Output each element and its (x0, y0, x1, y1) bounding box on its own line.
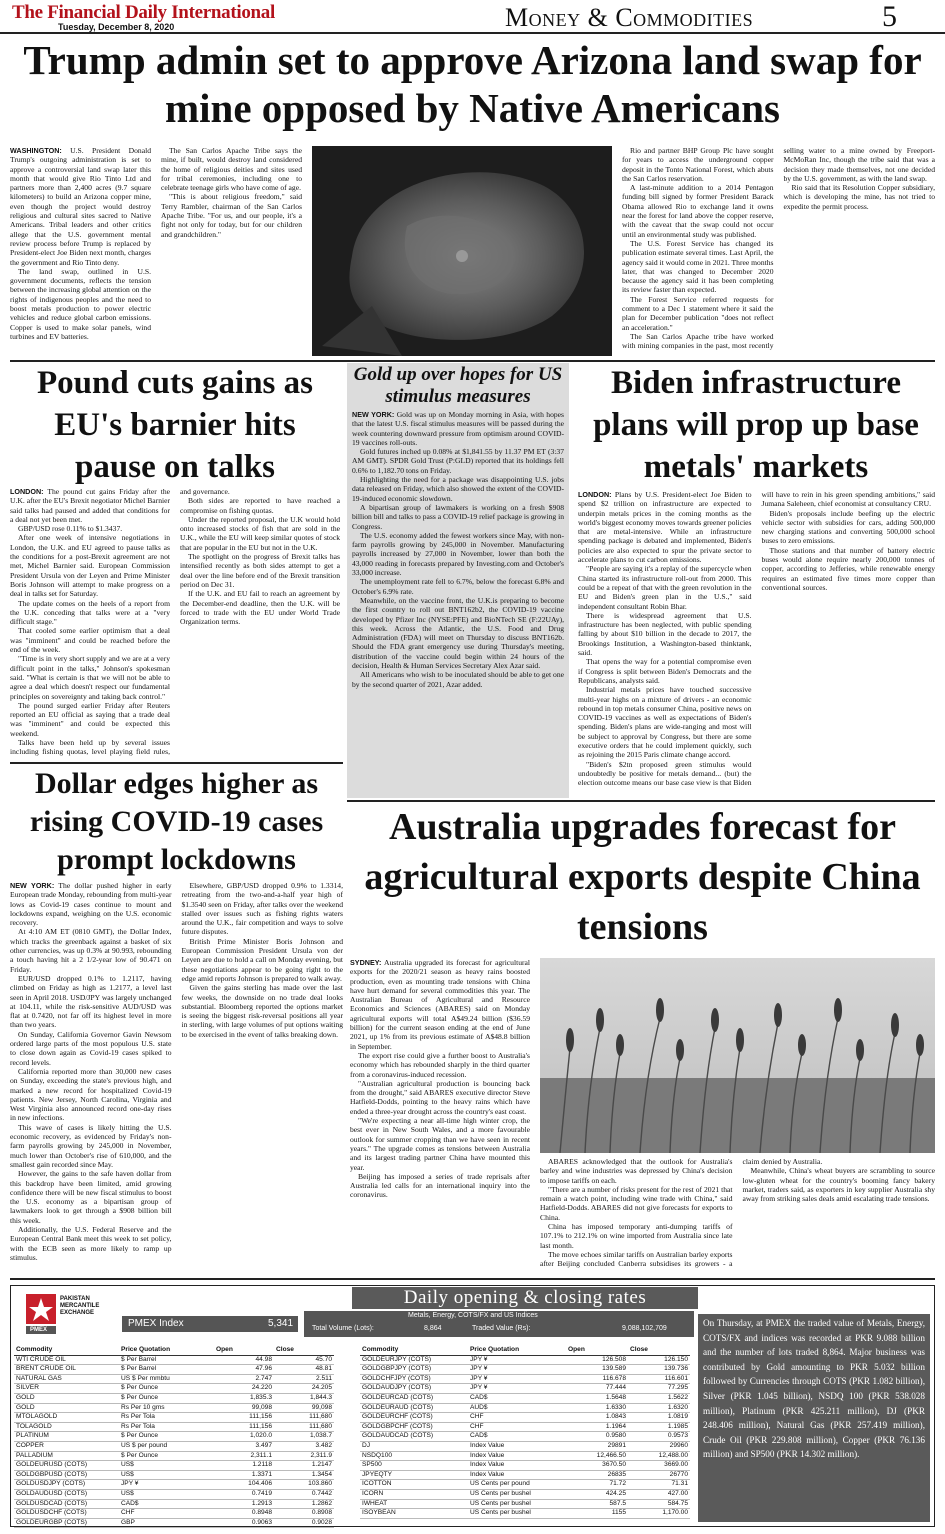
table-row (14, 1518, 334, 1528)
cell-open: 71.72 (566, 1480, 628, 1490)
cell-close: 24.205 (274, 1384, 334, 1394)
cell-price-quotation: CAD$ (468, 1393, 566, 1403)
cell-close: 0.8908 (274, 1509, 334, 1519)
table-row (360, 1422, 690, 1432)
cell-close: 1,844.3 (274, 1393, 334, 1403)
dateline: NEW YORK: (10, 881, 55, 890)
dateline: SYDNEY: (350, 958, 382, 967)
metals-label: Metals, Energy, COTS/FX and US Indices (408, 1312, 538, 1319)
col-price-quotation: Price Quotation (119, 1346, 214, 1355)
table-row (360, 1509, 690, 1519)
cell-close: 0.7442 (274, 1489, 334, 1499)
table-row (360, 1432, 690, 1442)
cell-close: 1.1985 (628, 1422, 690, 1432)
pmex-index-label: PMEX Index (128, 1318, 184, 1329)
cell-open: 424.25 (566, 1489, 628, 1499)
cell-commodity: GOLD (14, 1393, 119, 1403)
article-pound: LONDON: The pound cut gains Friday after the U.K. after the EU's Brexit negotiator Michel Barnier said talks had paused and added that conditions for a deal not yet been met. GBP/USD rose 0.11% to $1.3437. After one week of intensive negotiations in London, the U.K. and EU agreed to pause talks as the conditions for a post-Brexit agreement are not met, Michel Barnier said. European Commission President Ursula von der Leyen and Prime Minister Boris Johnson will attempt to make progress on a deal in talks set for Saturday. The update comes on the heels of a report from the U.K. conceding that talks were at a "very difficult stage." That cooled some earlier optimism that a deal was "imminent" and could be reached before the end of the week. "Time is in very short supply and we are at a very difficult point in the talks," Johnson's spokesman said. "What is certain is that we will not be able to agree a deal which doesn't respect our fundamental principles on sovereignty and taking back control." The pound surged earlier Friday after Reuters reported an EU official as saying that a trade deal was "imminent" and could be expected this weekend. Talks have been held up by several issues including fishing quotas, level playing field rules, and governance. Both sides are reported to have reached a compromise on fishing quotas. Under the reported proposal, the U.K would hold onto increased stocks of fish that are sold in the U.K., while the EU will keep similar quotes of stock that are popular in the EU but not in the U.K. The spotlight on the progress of Brexit talks has intensified recently as both sides attempt to get a deal over the line before end of the Brexit transition period on Dec 31. If the U.K. and EU fail to reach an agreement by the December-end deadline, then the U.K. will be forced to trade with the EU under World Trade Organization terms. (10, 487, 340, 757)
table-row (14, 1374, 334, 1384)
cell-commodity: GOLDGBPJPY (COTS) (360, 1365, 468, 1375)
table-row (360, 1365, 690, 1375)
table-row (360, 1413, 690, 1423)
cell-commodity: GOLDEURCHF (COTS) (360, 1413, 468, 1423)
headline-gold: Gold up over hopes for US stimulus measures (353, 364, 563, 407)
cell-price-quotation: $ Per Barrel (119, 1355, 214, 1365)
cell-commodity: GOLDEURCAD (COTS) (360, 1393, 468, 1403)
cell-open: 77.444 (566, 1384, 628, 1394)
total-volume-label: Total Volume (Lots): (312, 1325, 374, 1332)
cell-price-quotation: Rs Per 10 gms (119, 1403, 214, 1413)
cell-commodity: GOLDEURUSD (COTS) (14, 1461, 119, 1471)
cell-close: 1.6320 (628, 1403, 690, 1413)
article-arizona-right: Rio and partner BHP Group Plc have sought for years to access the underground copper deposit in the Tonto National Forest, which abuts the San Carlos reservation. A last-minute addition to a 2014 Pentagon funding bill signed by former President Barack Obama allowed Rio to exchange land it owns near the forest for land above the copper reserve, with the caveat that the swap could not occur until an environmental study was published. The U.S. Forest Service has changed its publication estimate several times. Last April, the agency said it would come in 2021. Three months later, that was changed to December 2020 because the agency said it has been completing its review faster than expected. The Forest Service referred requests for comment to a Dec 1 statement where it said the plan for December publication "does not reflect an acceleration." The San Carlos Apache tribe have worked with mining companies in the past, most recently selling water to a mine owned by Freeport-McMoRan Inc, though the tribe said that was a decision they made themselves, not one decided by the U.S. government, as with the land swap. Rio said that its Resolution Copper subsidiary, which is developing the mine, has not tried to expedite the permit process. (622, 146, 935, 351)
cell-close: 1.2862 (274, 1499, 334, 1509)
cell-commodity: ISOYBEAN (360, 1509, 468, 1519)
cell-commodity: GOLDCHFJPY (COTS) (360, 1374, 468, 1384)
cell-open: 2,311.1 (214, 1451, 274, 1461)
cell-commodity: GOLDGBPUSD (COTS) (14, 1470, 119, 1480)
cell-close: 0.9573 (628, 1432, 690, 1442)
cell-open: 116.678 (566, 1374, 628, 1384)
headline-australia: Australia upgrades forecast for agricultural exports despite China tensions (364, 806, 921, 948)
cell-close: 45.70 (274, 1355, 334, 1365)
cell-open: 0.9580 (566, 1432, 628, 1442)
table-row (360, 1461, 690, 1471)
cell-open: 44.98 (214, 1355, 274, 1365)
table-row (360, 1470, 690, 1480)
cell-close: 99,098 (274, 1403, 334, 1413)
cell-price-quotation: US $ per pound (119, 1441, 214, 1451)
article-arizona-left: WASHINGTON: U.S. President Donald Trump's outgoing administration is set to approve a controversial land swap later this month that would give Rio Tinto Ltd and partners more than 2,400 acres (9.7 square kilometers) to build an Arizona copper mine, even though the project would destroy religious and cultural sites sacred to Native Americans. Tribal leaders and other critics allege that the U.S. government mental review process before Trump is replaced by President-elect Joe Biden next month, charges the government and Rio Tinto deny. The land swap, outlined in U.S. government documents, reflects the tension between the increasing global attention on the rights of indigenous peoples and the need to boost metals production to power electric vehicles and reduce global carbon emissions. Copper is used to make solar panels, wind turbines and EV batteries. The San Carlos Apache Tribe says the mine, if built, would destroy land considered the home of religious deities and sites used for tribal ceremonies, including one to celebrate teenage girls who have come of age. "This is about religious freedom," said Terry Rambler, chairman of the San Carlos Apache Tribe. "For us, and our people, it's a fight not only for today, but for our children and grandchildren." (10, 146, 302, 341)
cell-open: 1.0843 (566, 1413, 628, 1423)
cell-close: 111,680 (274, 1422, 334, 1432)
cell-commodity: NATURAL GAS (14, 1374, 119, 1384)
cell-commodity: PLATINUM (14, 1432, 119, 1442)
table-row (14, 1432, 334, 1442)
cell-open: 29891 (566, 1441, 628, 1451)
cell-price-quotation: Index Value (468, 1441, 566, 1451)
cell-open: 12,466.50 (566, 1451, 628, 1461)
cell-commodity: GOLDEURJPY (COTS) (360, 1355, 468, 1365)
article-australia-right: ABARES acknowledged that the outlook for Australia's barley and wine industries was depressed by China's decision to impose tariffs on each. "There are a number of risks present for the rest of 2021 that remain a watch point, including wine trade with China," said Hatfield-Dodds. ABARES did not give forecasts for exports to China. China has imposed temporary anti-dumping tariffs of 107.1% to 212.1% on wine imported from Australia since late last month. The move echoes similar tariffs on Australian barley exports after Beijing concluded Canberra subsidises its growers - a claim denied by Australia. Meanwhile, China's wheat buyers are scrambling to source low-gluten wheat for the country's booming fancy bakery market, traders said, as exporters in key supplier Australia shy away from striking sales deals amid escalating trade tensions. (540, 1157, 935, 1269)
article-biden: LONDON: Plans by U.S. President-elect Joe Biden to spend $2 trillion on infrastructure are expected to underpin metals prices in the coming months as the world's biggest economy moves towards greener policies that are metal-intensive. While an infrastructure spending package is debated and implemented, Biden's policies are also expected to spur the private sector to accelerate plans to cut carbon emissions. "People are saying it's a replay of the supercycle when China started its infrastructure roll-out from 2000. This could be a repeat of that with the green revolution in the EU and Biden's green plan in the U.S.," said independent consultant Robin Bhar. There is widespread agreement that U.S. infrastructure has been neglected, with public spending falling by about $10 billion in the decade to 2017, the Brookings Institution, a Washington-based thinktank, said. That opens the way for a potential compromise even if Congress is split between Biden's Democrats and the Republicans, analysts said. Industrial metals prices have touched successive multi-year highs on a mixture of drivers - an economic rebound in top metals consumer China, positive news on COVID-19 vaccines as well as expectations of Biden's spending. Biden's plans are wide-ranging and most will be subject to approval by Congress, but there are some executive orders that he could implement quickly, such as rejoining the 2015 Paris climate change accord. "Biden's $2tn proposed green stimulus would undoubtedly be positive for metals demand... (but) the election outcome means our base case view is that Biden will have to rein in his green spending ambitions," said Jumana Saleheen, chief economist at consultancy CRU. Biden's proposals include beefing up the electric vehicle sector with subsidies for cars, adding 500,000 new charging stations and converting 500,000 school buses to zero emissions. Those stations and that number of battery electric buses would alone require nearly 200,000 tonnes of copper, according to Jefferies, while renewable energy requires an estimated five times more copper than conventional sources. (578, 490, 935, 788)
headline-arizona: Trump admin set to approve Arizona land swap for mine opposed by Native Americans (23, 37, 922, 131)
cell-price-quotation: Index Value (468, 1451, 566, 1461)
article-dollar: NEW YORK: The dollar pushed higher in early European trade Monday, rebounding from multi-year lows as Covid-19 cases continue to mount and lockdowns expand, weighing on the U.S. economic recovery. At 4:10 AM ET (0810 GMT), the Dollar Index, which tracks the greenback against a basket of six other currencies, was up 0.3% at 90.993, rebounding a touch having hit a 2 1/2-year low of 90.471 on Friday. EUR/USD dropped 0.1% to 1.2117, having climbed on Friday as high as 1.2177, a level last seen in April 2018. USD/JPY was largely unchanged at 104.11, while the risk-sensitive AUD/USD was flat at 0.7420, not far off its highest level in more than two years. On Sunday, California Governor Gavin Newsom ordered large parts of the most populous U.S. state to close down again as Covid-19 cases spiked to record levels. California reported more than 30,000 new cases on Sunday, exceeding the state's previous high, and marked a new record for hospitalized Covid-19 patients. New Jersey, North Carolina, Virginia and West Virginia also announced record one-day rises in new infections. This wave of cases is likely hitting the U.S. economic recovery, as evidenced by Friday's non-farm payrolls growing by 245,000 in November, much lower than October's rise of 610,000, and the smallest gain recorded since May. However, the gains to the safe haven dollar from this backdrop have been limited, amid growing confidence there will be new fiscal stimulus to boost the U.S. economy as a bipartisan group of lawmakers look to get through a $908 billion bill this week. Additionally, the U.S. Federal Reserve and the European Central Bank meet this week to set policy, with the ECB seen as more likely to ramp up stimulus. Elsewhere, GBP/USD dropped 0.9% to 1.3314, retreating from the two-and-a-half year high of $1.3540 seen on Friday, after talks over the weekend stalled over issues such as fishing rights waters around the U.K., fair competition and ways to solve future disputes. British Prime Minister Boris Johnson and European Commission President Ursula von der Leyen are due to hold a call on Monday evening, but these negotiations appear to be going right to the edge amid reports Johnson is prepared to walk away. Given the gains sterling has made over the last few weeks, the downside on no trade deal looks substantial. Bloomberg reported the options market is seeing the biggest risk-reversal positions all year in sterling, with large volumes of put options waiting to be exercised in the event of talks breaking down. (10, 881, 343, 1262)
logo-text: PAKISTAN MERCANTILE EXCHANGE (60, 1296, 100, 1316)
cell-close: 1,038.7 (274, 1432, 334, 1442)
cell-open: 104.406 (214, 1480, 274, 1490)
page-number: 5 (882, 0, 897, 33)
cell-commodity: IWHEAT (360, 1499, 468, 1509)
cell-price-quotation: CAD$ (468, 1432, 566, 1442)
table-row (14, 1403, 334, 1413)
cell-close: 12,488.00 (628, 1451, 690, 1461)
cell-close: 1.2147 (274, 1461, 334, 1471)
cell-commodity: GOLDAUDJPY (COTS) (360, 1384, 468, 1394)
cell-close: 3669.00 (628, 1461, 690, 1471)
col-price-quotation: Price Quotation (468, 1346, 566, 1355)
cell-close: 0.9028 (274, 1518, 334, 1528)
table-header-row (360, 1346, 690, 1355)
table-header-row (14, 1346, 334, 1355)
table-row (14, 1422, 334, 1432)
table-row (360, 1451, 690, 1461)
cell-open: 47.96 (214, 1365, 274, 1375)
table-row (360, 1480, 690, 1490)
cell-price-quotation: CHF (119, 1509, 214, 1519)
cell-open: 1,835.3 (214, 1393, 274, 1403)
table-row (360, 1384, 690, 1394)
cell-close: 126.150 (628, 1355, 690, 1365)
cell-commodity: ICORN (360, 1489, 468, 1499)
table-row (14, 1384, 334, 1394)
dateline: LONDON: (578, 490, 612, 499)
cell-open: 3.497 (214, 1441, 274, 1451)
table-row (14, 1441, 334, 1451)
cell-close: 2,311.9 (274, 1451, 334, 1461)
paper-name: The Financial Daily International (12, 2, 275, 23)
cell-open: 1155 (566, 1509, 628, 1519)
col-close: Close (274, 1346, 334, 1355)
cell-open: 3670.50 (566, 1461, 628, 1471)
table-row (14, 1451, 334, 1461)
logo-abbr: PMEX (30, 1327, 48, 1333)
cell-price-quotation: Index Value (468, 1461, 566, 1471)
table-row (360, 1441, 690, 1451)
col-open: Open (214, 1346, 274, 1355)
col-commodity: Commodity (14, 1346, 119, 1355)
cell-open: 111,156 (214, 1413, 274, 1423)
photo-mine-rock (312, 146, 612, 356)
col-commodity: Commodity (360, 1346, 468, 1355)
table-row (14, 1393, 334, 1403)
rates-table-right (360, 1346, 690, 1519)
article-australia-left: SYDNEY: Australia upgraded its forecast for agricultural exports for the 2020/21 season as heavy rains boosted production, even as mounting trade tensions with China have hurt demand for several commodities this year. The Australian Bureau of Agricultural and Resource Economics and Sciences (ABARES) said on Monday agricultural exports will total A$49.24 billion ($36.59 billion) for the current season ending at the end of June 2021, up 1% from its previous estimate of A$48.8 billion in September. The export rise could give a further boost to Australia's economy which has rebounded sharply in the third quarter from a coronavirus-induced recession. "Australian agricultural production is bouncing back from the drought," said ABARES executive director Steve Hatfield-Dodds, pointing to the heavy rains which have ended a three-year drought across the country's east coast. "We're expecting a near all-time high winter crop, the best ever in New South Wales, and a more favourable outlook for summer cropping than we have seen in recent years." The upgrade comes as tensions between Australia and its largest trading partner China have mounted this year. Beijing has imposed a series of trade reprisals after Australia led calls for an international inquiry into the coronavirus. (350, 958, 530, 1200)
cell-close: 26770 (628, 1470, 690, 1480)
rates-table-left (14, 1346, 334, 1528)
cell-price-quotation: JPY ¥ (119, 1480, 214, 1490)
cell-open: 0.7419 (214, 1489, 274, 1499)
cell-price-quotation: JPY ¥ (468, 1365, 566, 1375)
col-close: Close (628, 1346, 690, 1355)
cell-close: 116.601 (628, 1374, 690, 1384)
cell-open: 0.8948 (214, 1509, 274, 1519)
cell-price-quotation: US$ (119, 1461, 214, 1471)
table-row (14, 1489, 334, 1499)
cell-open: 99,098 (214, 1403, 274, 1413)
cell-commodity: GOLDGBPCHF (COTS) (360, 1422, 468, 1432)
metals-summary-bar (304, 1311, 694, 1337)
traded-value-value: 9,088,102,709 (622, 1325, 667, 1332)
cell-open: 587.5 (566, 1499, 628, 1509)
pmex-index-bar (122, 1316, 298, 1332)
cell-open: 1.5648 (566, 1393, 628, 1403)
cell-open: 1.2118 (214, 1461, 274, 1471)
table-row (14, 1461, 334, 1471)
cell-commodity: BRENT CRUDE OIL (14, 1365, 119, 1375)
cell-open: 1.3371 (214, 1470, 274, 1480)
cell-open: 126.508 (566, 1355, 628, 1365)
cell-price-quotation: $ Per Ounce (119, 1432, 214, 1442)
cell-close: 111,680 (274, 1413, 334, 1423)
table-row (360, 1374, 690, 1384)
cell-price-quotation: US$ (119, 1470, 214, 1480)
table-row (14, 1413, 334, 1423)
cell-commodity: MTOLAGOLD (14, 1413, 119, 1423)
cell-price-quotation: CHF (468, 1422, 566, 1432)
table-row (360, 1403, 690, 1413)
cell-close: 48.81 (274, 1365, 334, 1375)
headline-biden: Biden infrastructure plans will prop up base metals' markets (593, 365, 919, 485)
cell-commodity: GOLDEURGBP (COTS) (14, 1518, 119, 1528)
cell-open: 0.9063 (214, 1518, 274, 1528)
pmex-logo (24, 1290, 120, 1336)
cell-price-quotation: CHF (468, 1413, 566, 1423)
cell-open: 1.2913 (214, 1499, 274, 1509)
table-row (14, 1365, 334, 1375)
cell-close: 103.860 (274, 1480, 334, 1490)
table-row (14, 1355, 334, 1365)
traded-value-label: Traded Value (Rs): (472, 1325, 531, 1332)
headline-pound: Pound cuts gains as EU's barnier hits pause on talks (36, 365, 313, 485)
divider (10, 762, 343, 764)
cell-commodity: JPYEQTY (360, 1470, 468, 1480)
total-volume-value: 8,864 (424, 1325, 442, 1332)
cell-commodity: WTI CRUDE OIL (14, 1355, 119, 1365)
section-title: Money & Commodities (505, 3, 754, 32)
cell-open: 26835 (566, 1470, 628, 1480)
cell-price-quotation: $ Per Ounce (119, 1451, 214, 1461)
pmex-index-value: 5,341 (268, 1318, 294, 1329)
cell-commodity: SILVER (14, 1384, 119, 1394)
pmex-summary: On Thursday, at PMEX the traded value of Metals, Energy, COTS/FX and indices was recorded at PKR 9.088 billion and the number of lots traded 8,864. Major business was contributed by Gold amounting to PKR 5.032 billion followed by Currencies through COTS (PKR 1.082 billion), Silver (PKR 1.045 billion), NSDQ 100 (PKR 538.028 million), Platinum (PKR 425.211 million), DJ (PKR 248.406 million), Natural Gas (PKR 257.419 million), Crude Oil (PKR 229.808 million), Copper (PKR 76.136 million) and SP500 (PKR 14.302 million). (698, 1314, 930, 1522)
cell-commodity: GOLDUSDCHF (COTS) (14, 1509, 119, 1519)
cell-price-quotation: CAD$ (119, 1499, 214, 1509)
cell-close: 427.00 (628, 1489, 690, 1499)
cell-commodity: ICOTTON (360, 1480, 468, 1490)
table-row (14, 1509, 334, 1519)
cell-commodity: GOLDUSDJPY (COTS) (14, 1480, 119, 1490)
cell-open: 1,020.0 (214, 1432, 274, 1442)
masthead (0, 0, 945, 34)
table-row (14, 1470, 334, 1480)
table-row (14, 1480, 334, 1490)
cell-price-quotation: AUD$ (468, 1403, 566, 1413)
cell-price-quotation: $ Per Ounce (119, 1384, 214, 1394)
cell-open: 1.1964 (566, 1422, 628, 1432)
headline-dollar: Dollar edges higher as rising COVID-19 cases prompt lockdowns (29, 767, 324, 876)
cell-open: 1.6330 (566, 1403, 628, 1413)
divider (10, 1278, 935, 1280)
cell-price-quotation: US Cents per pound (468, 1480, 566, 1490)
issue-date: Tuesday, December 8, 2020 (58, 22, 175, 32)
cell-commodity: GOLDAUDUSD (COTS) (14, 1489, 119, 1499)
cell-close: 3.482 (274, 1441, 334, 1451)
cell-close: 1.0819 (628, 1413, 690, 1423)
cell-price-quotation: GBP (119, 1518, 214, 1528)
cell-price-quotation: US Cents per bushel (468, 1509, 566, 1519)
cell-close: 139.736 (628, 1365, 690, 1375)
cell-open: 139.589 (566, 1365, 628, 1375)
cell-close: 77.295 (628, 1384, 690, 1394)
table-row (360, 1355, 690, 1365)
dateline: WASHINGTON: (10, 146, 62, 155)
cell-price-quotation: $ Per Ounce (119, 1393, 214, 1403)
table-row (14, 1499, 334, 1509)
cell-price-quotation: JPY ¥ (468, 1384, 566, 1394)
cell-commodity: GOLDUSDCAD (COTS) (14, 1499, 119, 1509)
cell-close: 584.75 (628, 1499, 690, 1509)
col-open: Open (566, 1346, 628, 1355)
cell-commodity: PALLADIUM (14, 1451, 119, 1461)
cell-price-quotation: JPY ¥ (468, 1374, 566, 1384)
article-gold: NEW YORK: Gold was up on Monday morning in Asia, with hopes that the latest U.S. fiscal stimulus measures will be passed during the week countering downward pressure from optimism around COVID-19 vaccines roll-outs. Gold futures inched up 0.08% at $1,841.55 by 11.37 PM ET (3:37 AM GMT). SPDR Gold Trust (P:GLD) reported that its holdings fell 0.6% to 1,182.70 tons on Friday. Highlighting the need for a package was disappointing U.S. jobs data released on Friday, which also showed the extent of the COVID-19-induced economic slowdown. A bipartisan group of lawmakers is working on a fresh $908 billion bill and talks to pass a COVID-19 relief package is growing in Congress. The U.S. economy added the fewest workers since May, with non-farm payrolls growing by 245,000 in November. Manufacturing payrolls increased by 27,000 in November, lower than both the 43,000 reading in forecasts prepared by Investing.com and October's 33,000 increase. The unemployment rate fell to 6.7%, below the forecast 6.8% and October's 6.9% rate. Meanwhile, on the vaccine front, the U.K.is preparing to become the first country to roll out BNT162b2, the COVID-19 vaccine developed by Pfizer Inc (NYSE:PFE) and BioNTech SE (F:22UAy), this week. Across the Atlantic, the U.S. Food and Drug Administration (FDA) will meet on Thursday to discuss BNT162b. Should the FDA grant emergency use during Thursday's meeting, distribution of the vaccine could begin within 24 hours of the decision, Health & Human Services Secretary Alex Azar said. All Americans who wish to be inoculated should be able to get one by the second quarter of 2021, Azar added. (352, 410, 564, 689)
rates-title: Daily opening & closing rates (352, 1287, 698, 1309)
cell-open: 111,156 (214, 1422, 274, 1432)
dateline: NEW YORK: (352, 410, 395, 419)
photo-wheat-field (540, 958, 935, 1153)
cell-close: 1.5622 (628, 1393, 690, 1403)
cell-price-quotation: US$ (119, 1489, 214, 1499)
cell-commodity: DJ (360, 1441, 468, 1451)
cell-commodity: COPPER (14, 1441, 119, 1451)
cell-commodity: GOLD (14, 1403, 119, 1413)
table-row (360, 1393, 690, 1403)
table-row (360, 1489, 690, 1499)
cell-commodity: GOLDEURAUD (COTS) (360, 1403, 468, 1413)
dateline: LONDON: (10, 487, 44, 496)
cell-price-quotation: US $ Per mmbtu (119, 1374, 214, 1384)
cell-open: 24.220 (214, 1384, 274, 1394)
cell-close: 2.511 (274, 1374, 334, 1384)
cell-price-quotation: $ Per Barrel (119, 1365, 214, 1375)
cell-price-quotation: Rs Per Tola (119, 1413, 214, 1423)
cell-price-quotation: Rs Per Tola (119, 1422, 214, 1432)
cell-close: 71.31 (628, 1480, 690, 1490)
cell-close: 29960 (628, 1441, 690, 1451)
cell-price-quotation: US Cents per bushel (468, 1489, 566, 1499)
cell-close: 1.3454 (274, 1470, 334, 1480)
cell-price-quotation: Index Value (468, 1470, 566, 1480)
cell-commodity: TOLAGOLD (14, 1422, 119, 1432)
cell-close: 1,170.00 (628, 1509, 690, 1519)
cell-commodity: GOLDAUDCAD (COTS) (360, 1432, 468, 1442)
cell-commodity: SP500 (360, 1461, 468, 1471)
cell-price-quotation: JPY ¥ (468, 1355, 566, 1365)
cell-open: 2.747 (214, 1374, 274, 1384)
cell-price-quotation: US Cents per bushel (468, 1499, 566, 1509)
table-row (360, 1499, 690, 1509)
cell-commodity: NSDQ100 (360, 1451, 468, 1461)
